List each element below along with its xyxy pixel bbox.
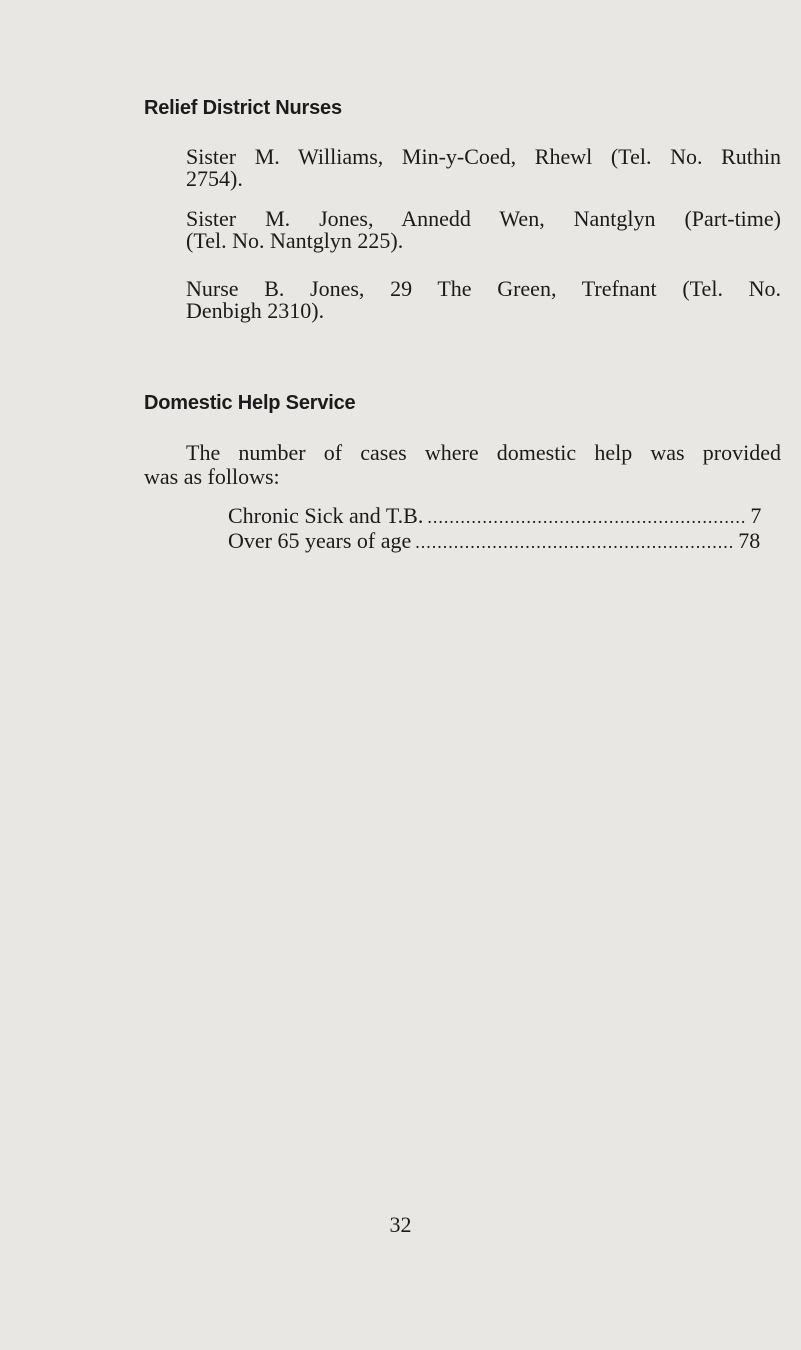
row-label: Chronic Sick and T.B. [228,503,424,528]
entry-line: (Tel. No. Nantglyn 225). [186,228,404,253]
entry-line: Sister M. Jones, Annedd Wen, Nantglyn (Part-time) [186,206,781,231]
dot-leader: .......................................................... [427,507,747,527]
entry-line: 2754). [186,166,243,191]
row-label: Over 65 years of age [228,528,412,553]
section-heading-relief-nurses: Relief District Nurses [144,97,342,119]
intro-paragraph-cont [144,466,781,488]
entry-line: Denbigh 2310). [186,298,325,323]
intro-paragraph [186,442,781,464]
entry-line: Sister M. Williams, Min-y-Coed, Rhewl (Tel. No. Ruthin [186,144,781,169]
table-row [228,503,762,529]
row-value: 78 [738,528,761,553]
intro-line: was as follows: [144,464,280,489]
dot-leader: .......................................................... [415,532,735,552]
nurse-entry [186,146,781,190]
entry-line: Nurse B. Jones, 29 The Green, Trefnant (Tel. No. [186,276,781,301]
nurse-entry [186,278,781,322]
page-number: 32 [389,1212,412,1237]
section-heading-domestic-help: Domestic Help Service [144,392,356,414]
nurse-entry [186,208,781,252]
intro-line: The number of cases where domestic help was provided [186,440,781,465]
table-row [228,528,761,554]
row-value: 7 [750,503,762,528]
